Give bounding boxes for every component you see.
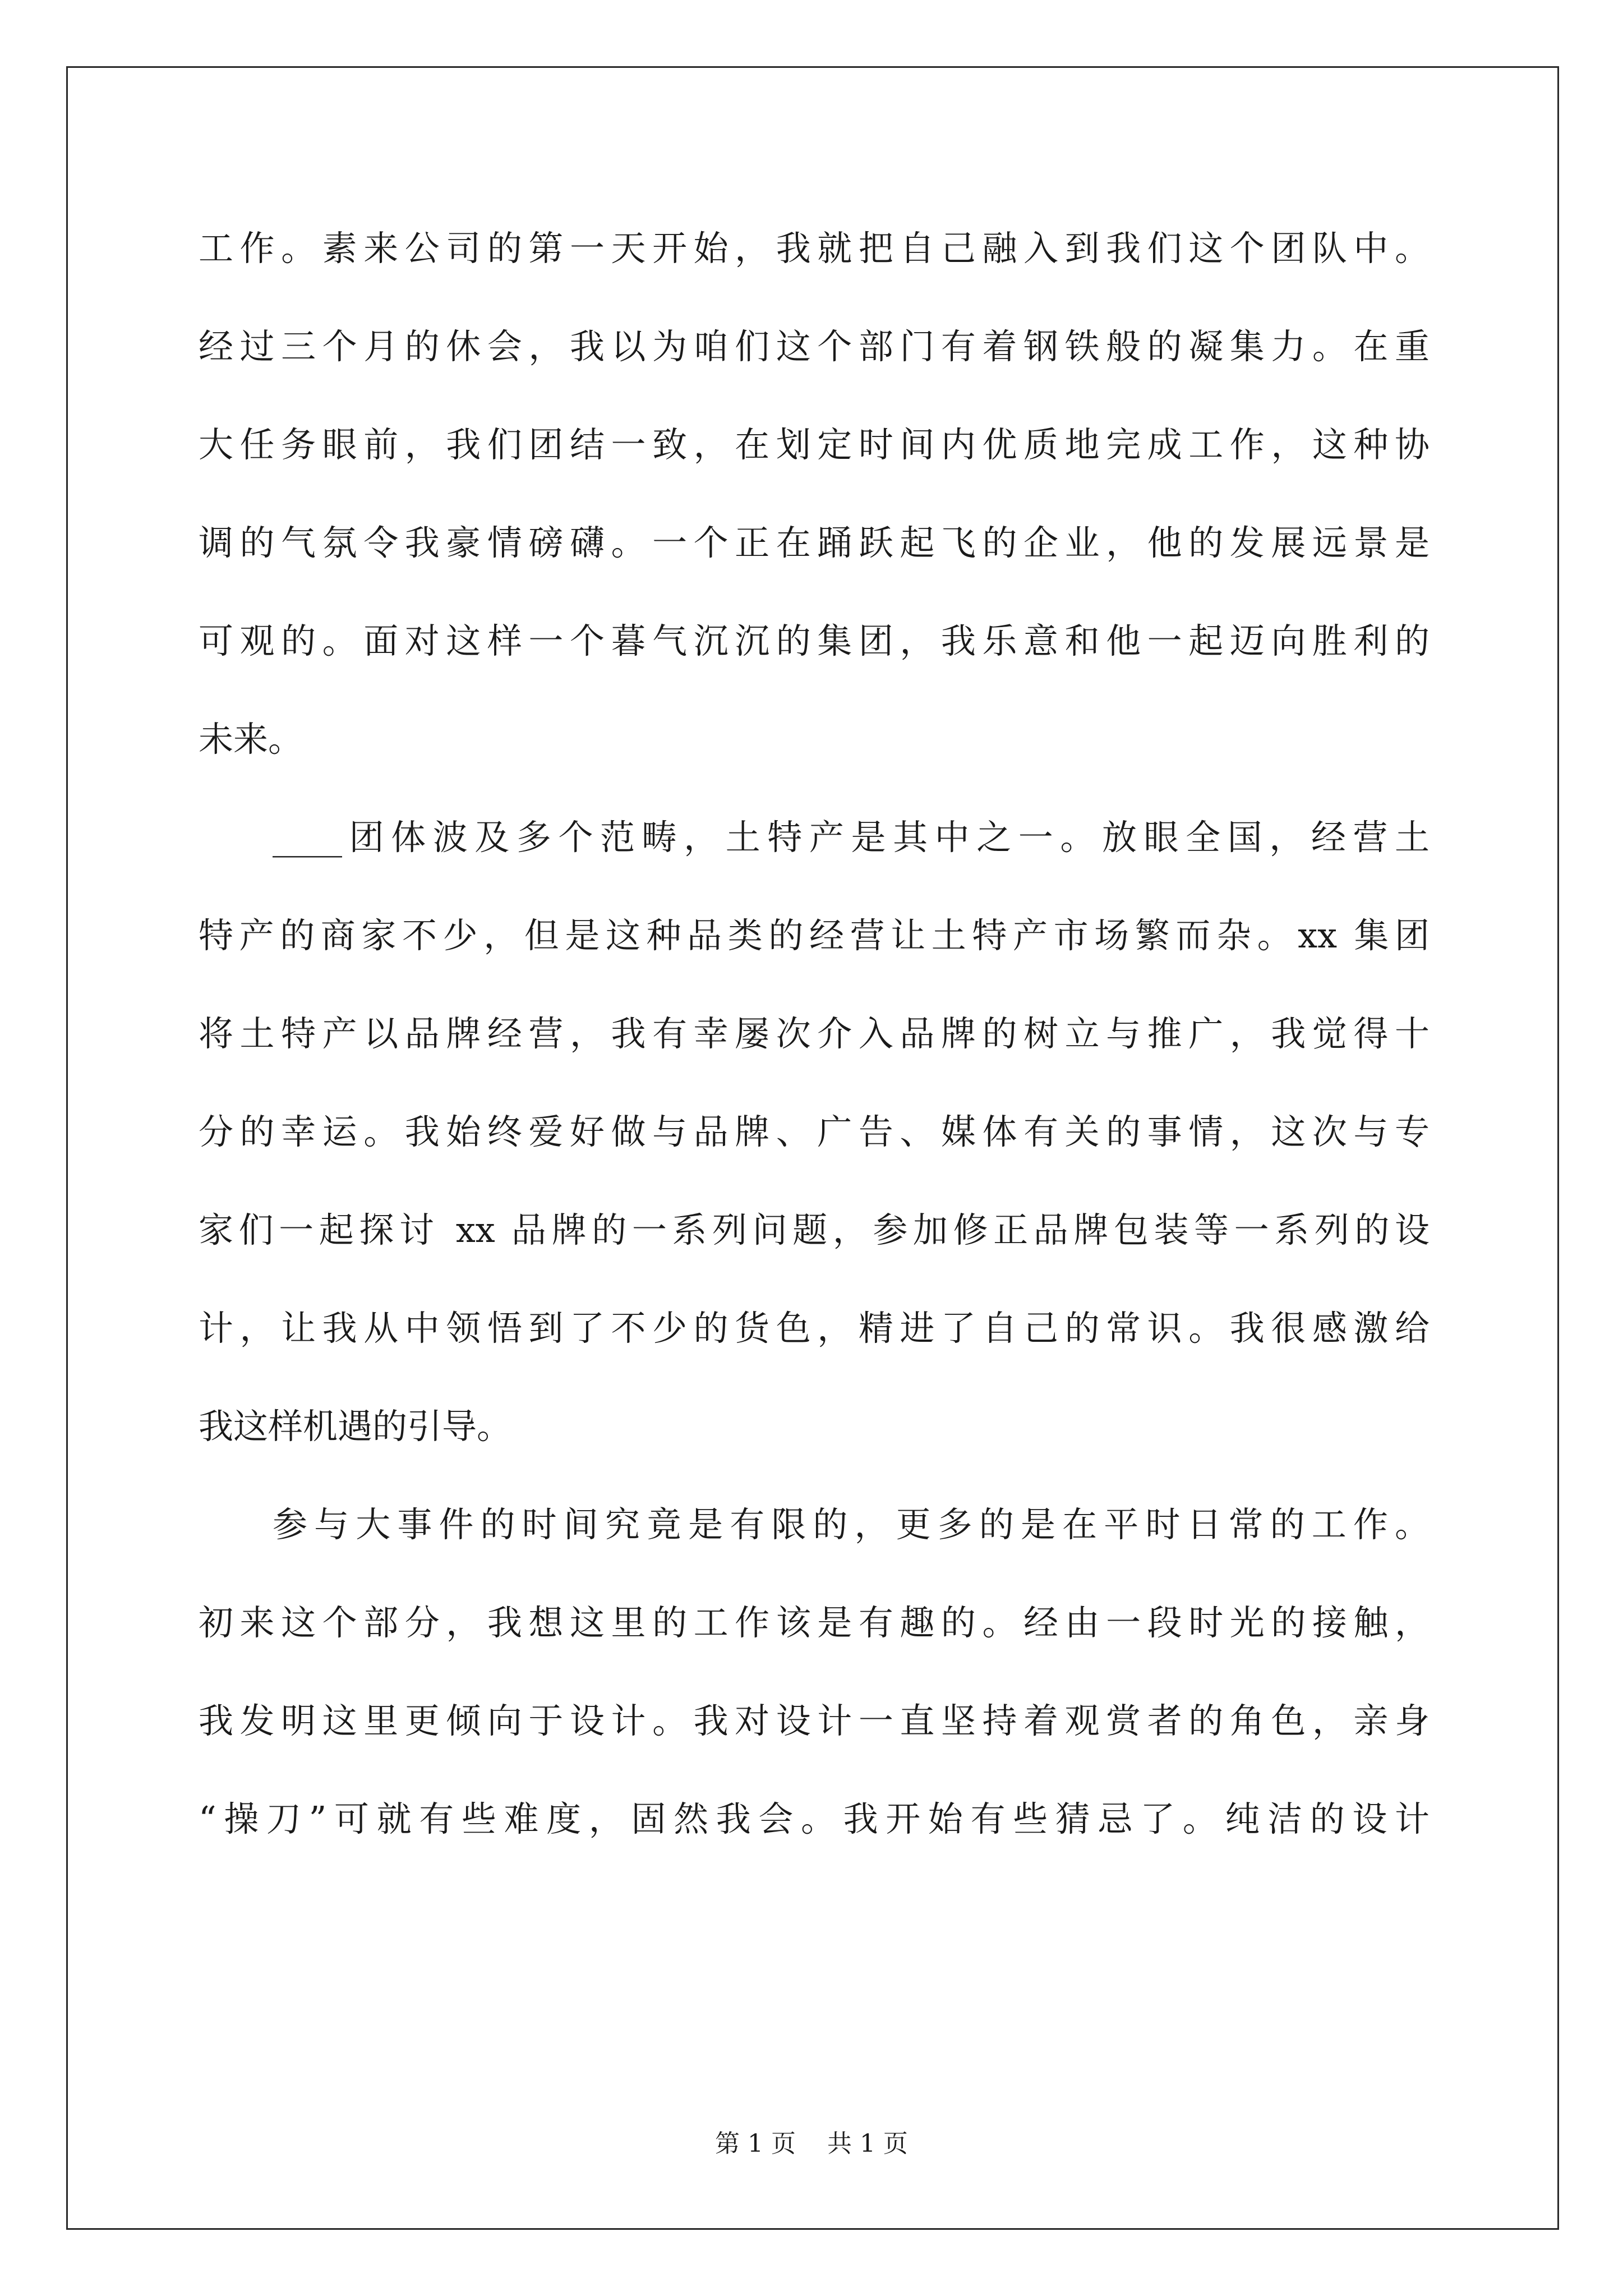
text-line: “操刀”可就有些难度，固然我会。我开始有些猜忌了。纯洁的设计: [199, 1798, 1430, 1839]
text-line: 我发明这里更倾向于设计。我对设计一直坚持着观赏者的角色，亲身: [199, 1700, 1430, 1741]
text-line: 家们一起探讨 xx 品牌的一系列问题，参加修正品牌包装等一系列的设: [199, 1209, 1430, 1250]
text-line: 参与大事件的时间究竟是有限的，更多的是在平时日常的工作。: [273, 1504, 1430, 1545]
text-line: 经过三个月的休会，我以为咱们这个部门有着钢铁般的凝集力。在重: [199, 326, 1430, 367]
document-body: [199, 199, 1430, 1868]
text-line: 未来。: [199, 719, 303, 760]
text-line: 分的幸运。我始终爱好做与品牌、广告、媒体有关的事情，这次与专: [199, 1111, 1430, 1152]
text-line: 大任务眼前，我们团结一致，在划定时间内优质地完成工作，这种协: [199, 424, 1430, 465]
page-number-footer: 第 1 页 共 1 页: [715, 2129, 908, 2158]
text-line: 将土特产以品牌经营，我有幸屡次介入品牌的树立与推广，我觉得十: [199, 1013, 1430, 1054]
text-line: 我这样机遇的引导。: [199, 1406, 512, 1447]
text-line: 可观的。面对这样一个暮气沉沉的集团，我乐意和他一起迈向胜利的: [199, 620, 1430, 661]
text-line: 初来这个部分，我想这里的工作该是有趣的。经由一段时光的接触，: [199, 1602, 1430, 1643]
text-line: 计，让我从中领悟到了不少的货色，精进了自己的常识。我很感激给: [199, 1308, 1430, 1349]
text-line: ____团体波及多个范畴，土特产是其中之一。放眼全国，经营土: [273, 817, 1430, 858]
text-line: 工作。素来公司的第一天开始，我就把自己融入到我们这个团队中。: [199, 228, 1430, 269]
text-line: 调的气氛令我豪情磅礴。一个正在踊跃起飞的企业，他的发展远景是: [199, 522, 1430, 563]
text-line: 特产的商家不少，但是这种品类的经营让土特产市场繁而杂。xx 集团: [199, 915, 1430, 956]
